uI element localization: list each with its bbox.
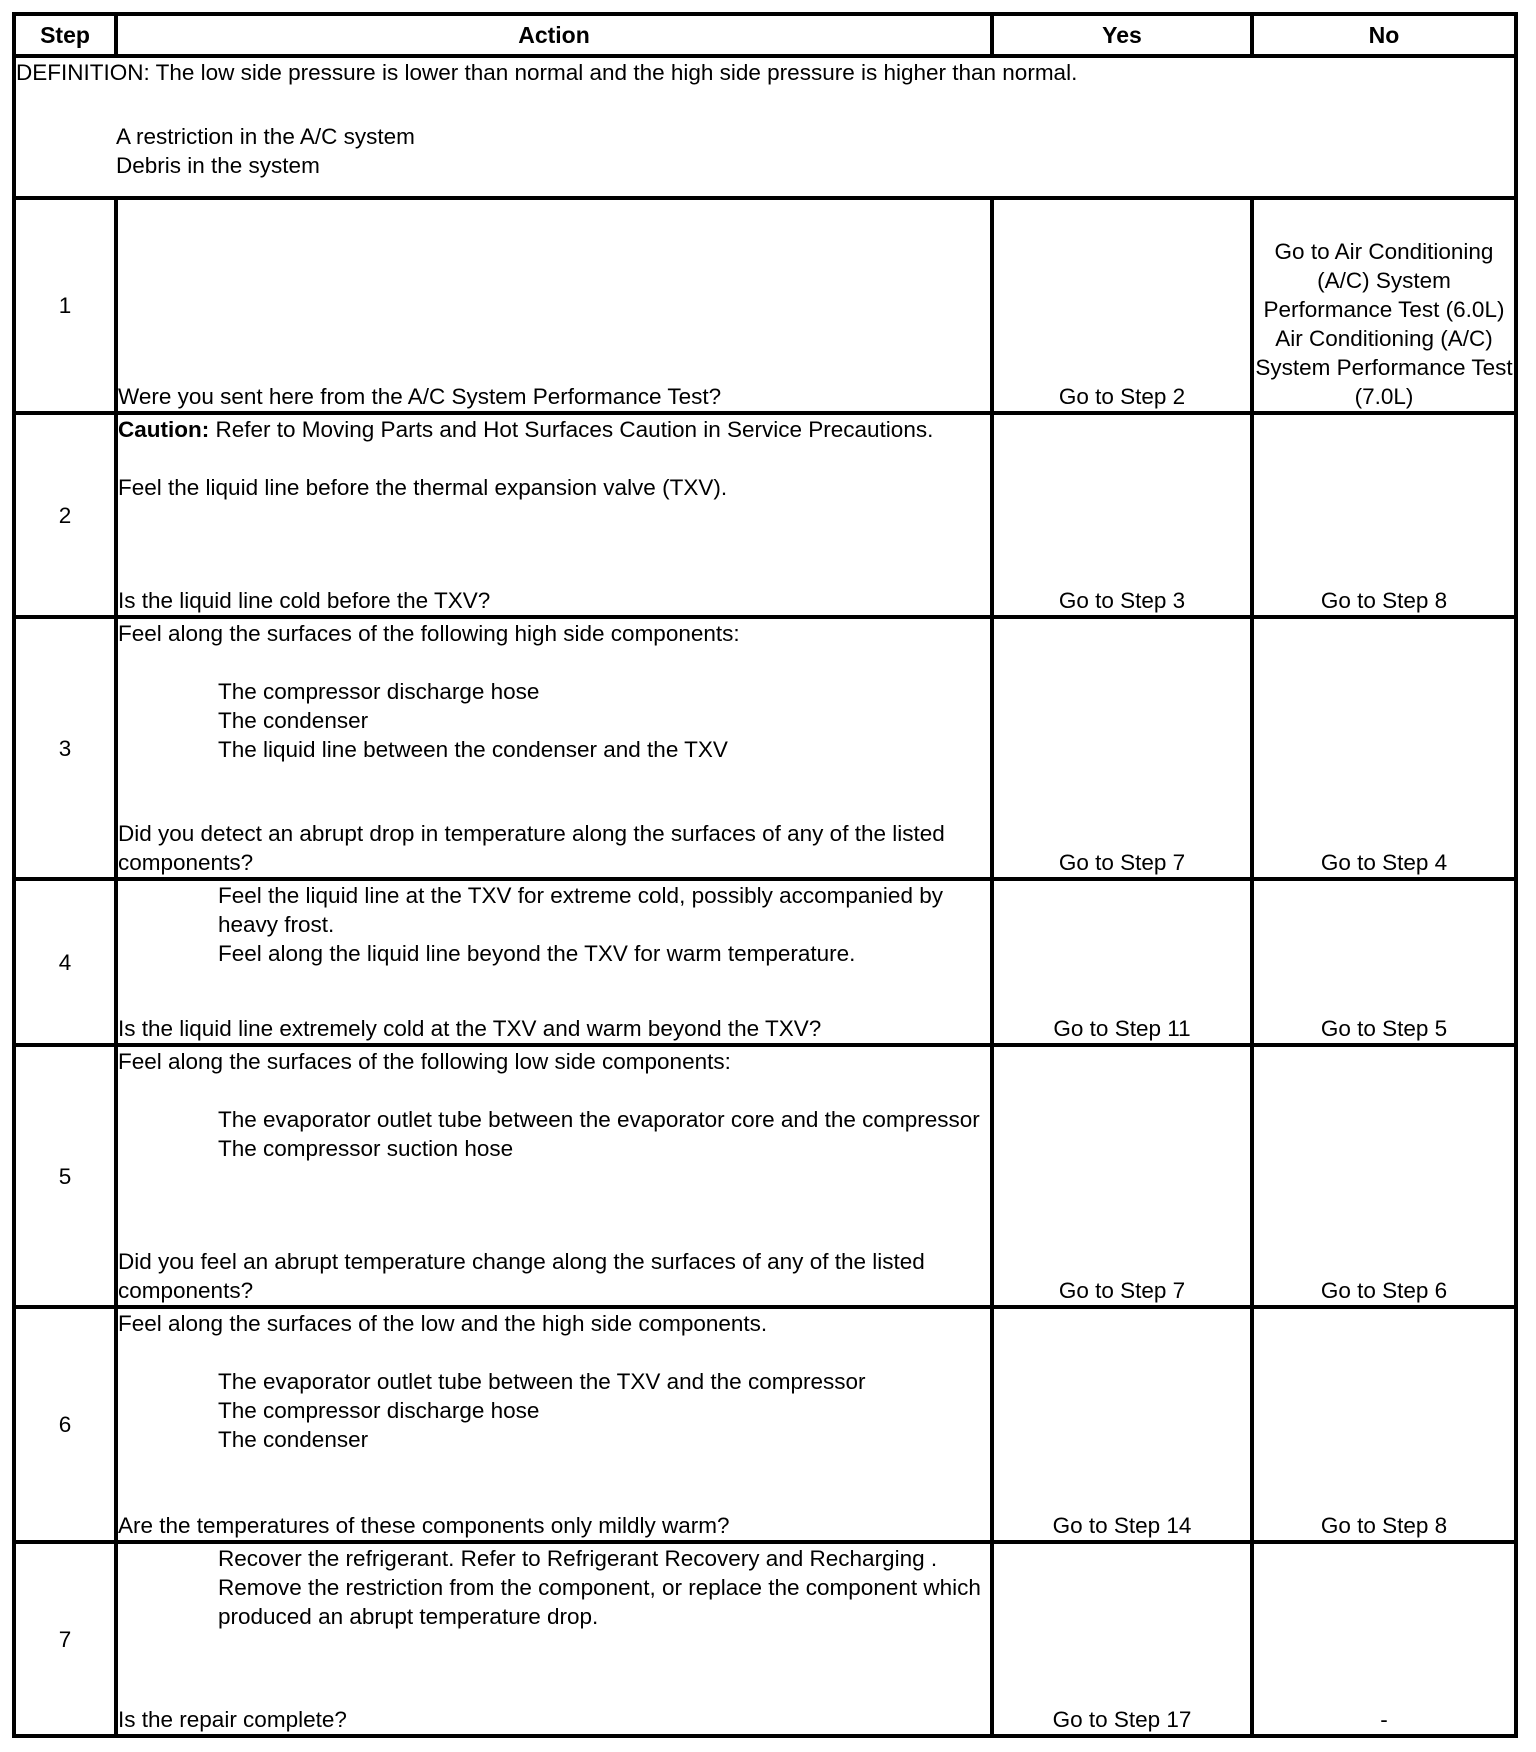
no-cell: Go to Air Conditioning (A/C) System Performance Test (6.0L) Air Conditioning (A/C) System Performance Test (7.0L) [1254, 200, 1518, 415]
header-action: Action [118, 16, 994, 58]
action-cell [118, 1309, 994, 1544]
definition-row [16, 58, 1518, 200]
question-text: Is the liquid line cold before the TXV? [118, 588, 491, 613]
yes-cell: Go to Step 11 [994, 881, 1254, 1047]
list-item: The condenser [218, 1427, 369, 1452]
header-yes: Yes [994, 16, 1254, 58]
table-row [16, 881, 1518, 1047]
list-item: The compressor discharge hose [218, 1398, 540, 1423]
no-cell: Go to Step 5 [1254, 881, 1518, 1047]
yes-cell: Go to Step 2 [994, 200, 1254, 415]
step-number: 2 [16, 415, 118, 619]
action-cell [118, 1544, 994, 1738]
question-text: Did you feel an abrupt temperature change along the surfaces of any of the listed components? [118, 1249, 925, 1303]
definition-text: DEFINITION: The low side pressure is lower than normal and the high side pressure is higher than normal. [16, 60, 1078, 85]
definition-cell [16, 58, 1518, 200]
action-cell [118, 200, 994, 415]
no-cell: Go to Step 4 [1254, 619, 1518, 881]
header-no: No [1254, 16, 1518, 58]
no-cell: Go to Step 6 [1254, 1047, 1518, 1309]
action-cell [118, 881, 994, 1047]
intro-text: Feel along the surfaces of the following low side components: [118, 1049, 731, 1074]
table-header-row [16, 16, 1518, 58]
instruction-text: Feel the liquid line before the thermal expansion valve (TXV). [118, 475, 728, 500]
question-text: Were you sent here from the A/C System Performance Test? [118, 384, 722, 409]
list-item: The evaporator outlet tube between the evaporator core and the compressor [218, 1107, 980, 1132]
no-cell: Go to Step 8 [1254, 415, 1518, 619]
definition-causes [16, 122, 1514, 180]
diagnostic-table [12, 12, 1518, 1738]
yes-cell: Go to Step 7 [994, 1047, 1254, 1309]
action-cell [118, 1047, 994, 1309]
list-item: The condenser [218, 708, 369, 733]
step-number: 7 [16, 1544, 118, 1738]
no-cell: - [1254, 1544, 1518, 1738]
table-row [16, 200, 1518, 415]
question-text: Did you detect an abrupt drop in temperature along the surfaces of any of the listed components? [118, 821, 945, 875]
step-number: 4 [16, 881, 118, 1047]
intro-text: Feel along the surfaces of the following high side components: [118, 621, 740, 646]
caution-text [118, 415, 990, 444]
yes-cell: Go to Step 17 [994, 1544, 1254, 1738]
yes-cell: Go to Step 7 [994, 619, 1254, 881]
cause-item: Debris in the system [116, 153, 320, 178]
cause-item: A restriction in the A/C system [116, 124, 415, 149]
no-cell: Go to Step 8 [1254, 1309, 1518, 1544]
question-text: Is the repair complete? [118, 1707, 347, 1732]
list-item: The liquid line between the condenser and the TXV [218, 737, 728, 762]
step-number: 1 [16, 200, 118, 415]
list-item: The compressor suction hose [218, 1136, 514, 1161]
table-row [16, 1309, 1518, 1544]
table-row [16, 619, 1518, 881]
caution-label: Caution: [118, 417, 210, 442]
list-item: Recover the refrigerant. Refer to Refrigerant Recovery and Recharging . [218, 1546, 938, 1571]
list-item: The evaporator outlet tube between the TXV and the compressor [218, 1369, 866, 1394]
step-number: 6 [16, 1309, 118, 1544]
list-item: Feel along the liquid line beyond the TXV for warm temperature. [218, 941, 856, 966]
list-item: The compressor discharge hose [218, 679, 540, 704]
list-item: Remove the restriction from the component, or replace the component which produced an abrupt temperature drop. [218, 1575, 981, 1629]
caution-body: Refer to Moving Parts and Hot Surfaces Caution in Service Precautions. [209, 417, 934, 442]
yes-cell: Go to Step 3 [994, 415, 1254, 619]
list-item: Feel the liquid line at the TXV for extreme cold, possibly accompanied by heavy frost. [218, 883, 943, 937]
action-cell [118, 619, 994, 881]
header-step: Step [16, 16, 118, 58]
question-text: Are the temperatures of these components only mildly warm? [118, 1513, 730, 1538]
table-row [16, 1047, 1518, 1309]
table-row [16, 415, 1518, 619]
yes-cell: Go to Step 14 [994, 1309, 1254, 1544]
table-row [16, 1544, 1518, 1738]
question-text: Is the liquid line extremely cold at the TXV and warm beyond the TXV? [118, 1016, 822, 1041]
step-number: 5 [16, 1047, 118, 1309]
action-cell [118, 415, 994, 619]
step-number: 3 [16, 619, 118, 881]
intro-text: Feel along the surfaces of the low and the high side components. [118, 1311, 768, 1336]
